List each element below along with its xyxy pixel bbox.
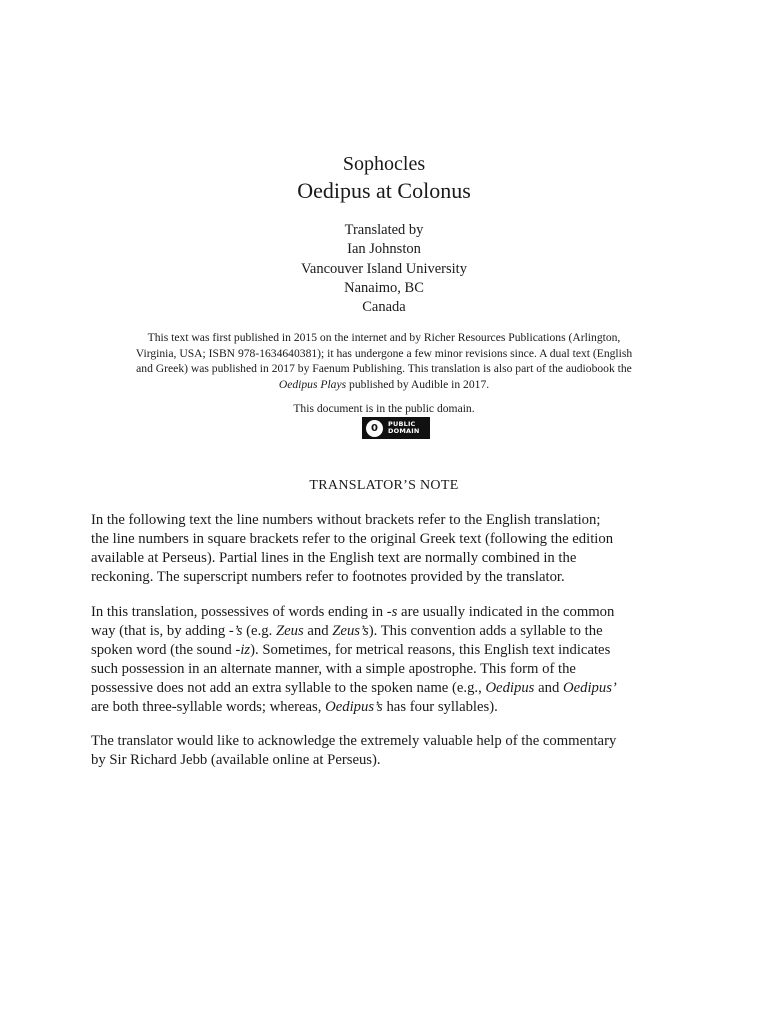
text-span: are usually indicated in the common: [397, 604, 615, 620]
paragraph-line: [91, 622, 691, 641]
text-span: In this translation, possessives of words ending in: [91, 604, 387, 620]
publication-note-line: [92, 377, 676, 393]
public-domain-badge: [362, 417, 430, 439]
author-name: Sophocles: [342, 153, 426, 175]
page-title: Oedipus at Colonus: [297, 178, 471, 203]
translated-by-label: Translated by: [344, 222, 424, 238]
text-span: ). Sometimes, for metrical reasons, this English text indicates: [250, 642, 611, 658]
text-span: possessive does not add an extra syllable to the spoken name (e.g.,: [91, 680, 486, 696]
badge-line: DOMAIN: [388, 427, 420, 435]
paragraph-line: such possession in an alternate manner, with a simple apostrophe. This form of the: [91, 661, 576, 677]
paragraph-line: by Sir Richard Jebb (available online at Perseus).: [91, 752, 381, 768]
paragraph-line: The translator would like to acknowledge the extremely valuable help of the commentary: [91, 733, 617, 749]
italic-span: -s: [386, 604, 398, 620]
italic-span: Zeus’s: [332, 623, 369, 639]
paragraph-line-numbers: [91, 511, 691, 587]
public-domain-statement: This document is in the public domain.: [293, 402, 475, 415]
text-span: way (that is, by adding: [91, 623, 229, 639]
paragraph-line: reckoning. The superscript numbers refer to footnotes provided by the translator.: [91, 569, 565, 585]
public-domain-badge-text: [388, 421, 419, 435]
paragraph-possessives: [91, 603, 691, 717]
paragraph-line: In the following text the line numbers without brackets refer to the English translation;: [91, 512, 601, 528]
text-span: and: [303, 623, 333, 639]
paragraph-line: [91, 603, 691, 622]
publication-note-line: and Greek) was published in 2017 by Faenum Publishing. This translation is also part of the audiobook the: [136, 362, 632, 376]
publication-note-line: This text was first published in 2015 on the internet and by Richer Resources Publications (Arlington,: [147, 331, 621, 344]
italic-span: Oedipus: [485, 680, 535, 696]
badge-line: PUBLIC: [388, 420, 416, 428]
audiobook-title: Oedipus Plays: [278, 377, 347, 391]
publication-note-line: Virginia, USA; ISBN 978-1634640381); it has undergone a few minor revisions since. A dual text (English: [135, 346, 633, 360]
paragraph-line: available at Perseus). Partial lines in the English text are normally combined in the: [91, 550, 577, 566]
section-heading: TRANSLATOR’S NOTE: [309, 478, 459, 493]
publication-note-text: published by Audible in 2017.: [346, 377, 490, 391]
paragraph-line: [91, 698, 691, 717]
text-span: are both three-syllable words; whereas,: [91, 699, 326, 715]
italic-span: Oedipus’: [562, 680, 617, 696]
italic-span: -’s: [228, 623, 243, 639]
paragraph-line: [91, 641, 691, 660]
translator-credits: [0, 221, 768, 317]
italic-span: -iz: [235, 642, 251, 658]
italic-span: Oedipus’s: [325, 699, 383, 715]
paragraph-line: the line numbers in square brackets refer to the original Greek text (following the edition: [91, 531, 614, 547]
italic-span: Zeus: [275, 623, 304, 639]
text-span: spoken word (the sound: [91, 642, 236, 658]
city-name: Nanaimo, BC: [344, 279, 424, 296]
publication-note: [92, 330, 676, 392]
institution-name: Vancouver Island University: [301, 260, 467, 277]
paragraph-line: [91, 679, 691, 698]
public-domain-symbol: 0: [371, 422, 378, 434]
text-span: (e.g.: [242, 623, 276, 639]
text-span: has four syllables).: [382, 699, 498, 715]
text-span: and: [534, 680, 563, 696]
country-name: Canada: [362, 299, 406, 316]
paragraph-acknowledgement: [91, 732, 691, 770]
text-span: ). This convention adds a syllable to the: [368, 623, 603, 639]
translator-name: Ian Johnston: [347, 241, 421, 258]
public-domain-icon: [366, 420, 383, 437]
